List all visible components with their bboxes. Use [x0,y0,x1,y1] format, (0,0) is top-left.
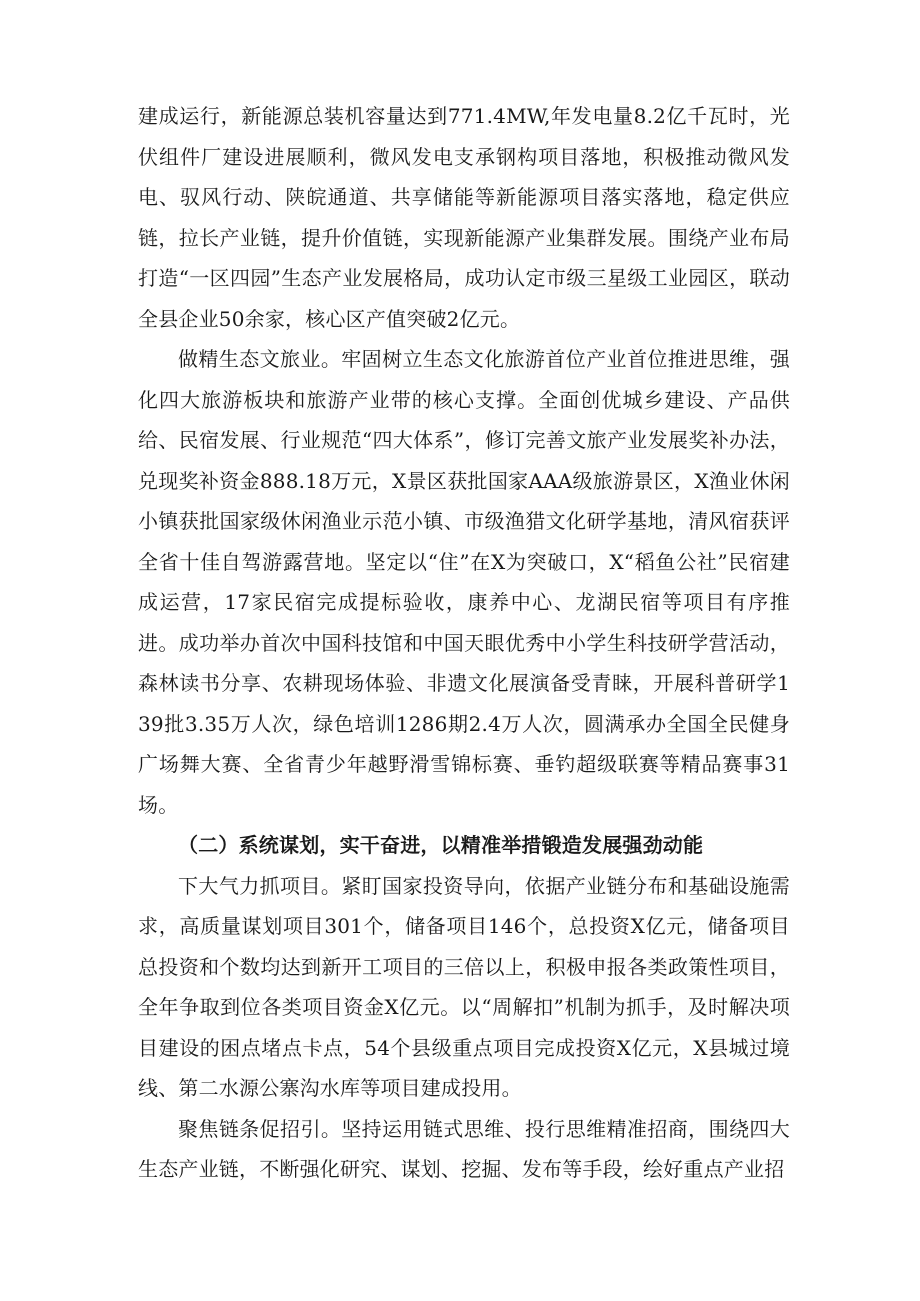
paragraph-eco-tourism: 做精生态文旅业。牢固树立生态文化旅游首位产业首位推进思维，强化四大旅游板块和旅游产业带的核心支撑。全面创优城乡建设、产品供给、民宿发展、行业规范“四大体系”，修订完善文旅产业发展奖补办法，兑现奖补资金888.18万元，X景区获批国家AAA级旅游景区，X渔业休闲小镇获批国家级休闲渔业示范小镇、市级渔猎文化研学基地，清风宿获评全省十佳自驾游露营地。坚定以“住”在X为突破口，X“稻鱼公社”民宿建成运营，17家民宿完成提标验收，康养中心、龙湖民宿等项目有序推进。成功举办首次中国科技馆和中国天眼优秀中小学生科技研学营活动，森林读书分享、农耕现场体验、非遗文化展演备受青睐，开展科普研学139批3.35万人次，绿色培训1286期2.4万人次，圆满承办全国全民健身广场舞大赛、全省青少年越野滑雪锦标赛、垂钓超级联赛等精品赛事31场。 [138,347,790,817]
paragraph-new-energy: 建成运行，新能源总装机容量达到771.4MW,年发电量8.2亿千瓦时，光伏组件厂建设进展顺利，微风发电支承钢构项目落地，积极推动微风发电、驭风行动、陕皖通道、共享储能等新能源项目落实落地，稳定供应链，拉长产业链，提升价值链，实现新能源产业集群发展。围绕产业布局打造“一区四园”生态产业发展格局，成功认定市级三星级工业园区，联动全县企业50余家，核心区产值突破2亿元。 [138,104,790,331]
paragraph-projects: 下大气力抓项目。紧盯国家投资导向，依据产业链分布和基础设施需求，高质量谋划项目301个，储备项目146个，总投资X亿元，储备项目总投资和个数均达到新开工项目的三倍以上，积极申报各类政策性项目，全年争取到位各类项目资金X亿元。以“周解扣”机制为抓手，及时解决项目建设的困点堵点卡点，54个县级重点项目完成投资X亿元，X县城过境线、第二水源公寨沟水库等项目建成投用。 [138,873,790,1100]
document-page [138,96,790,1190]
paragraph-investment-attraction: 聚焦链条促招引。坚持运用链式思维、投行思维精准招商，围绕四大生态产业链，不断强化研究、谋划、挖掘、发布等手段，绘好重点产业招 [138,1116,790,1181]
section-heading: （二）系统谋划，实干奋进，以精准举措锻造发展强劲动能 [178,833,704,857]
